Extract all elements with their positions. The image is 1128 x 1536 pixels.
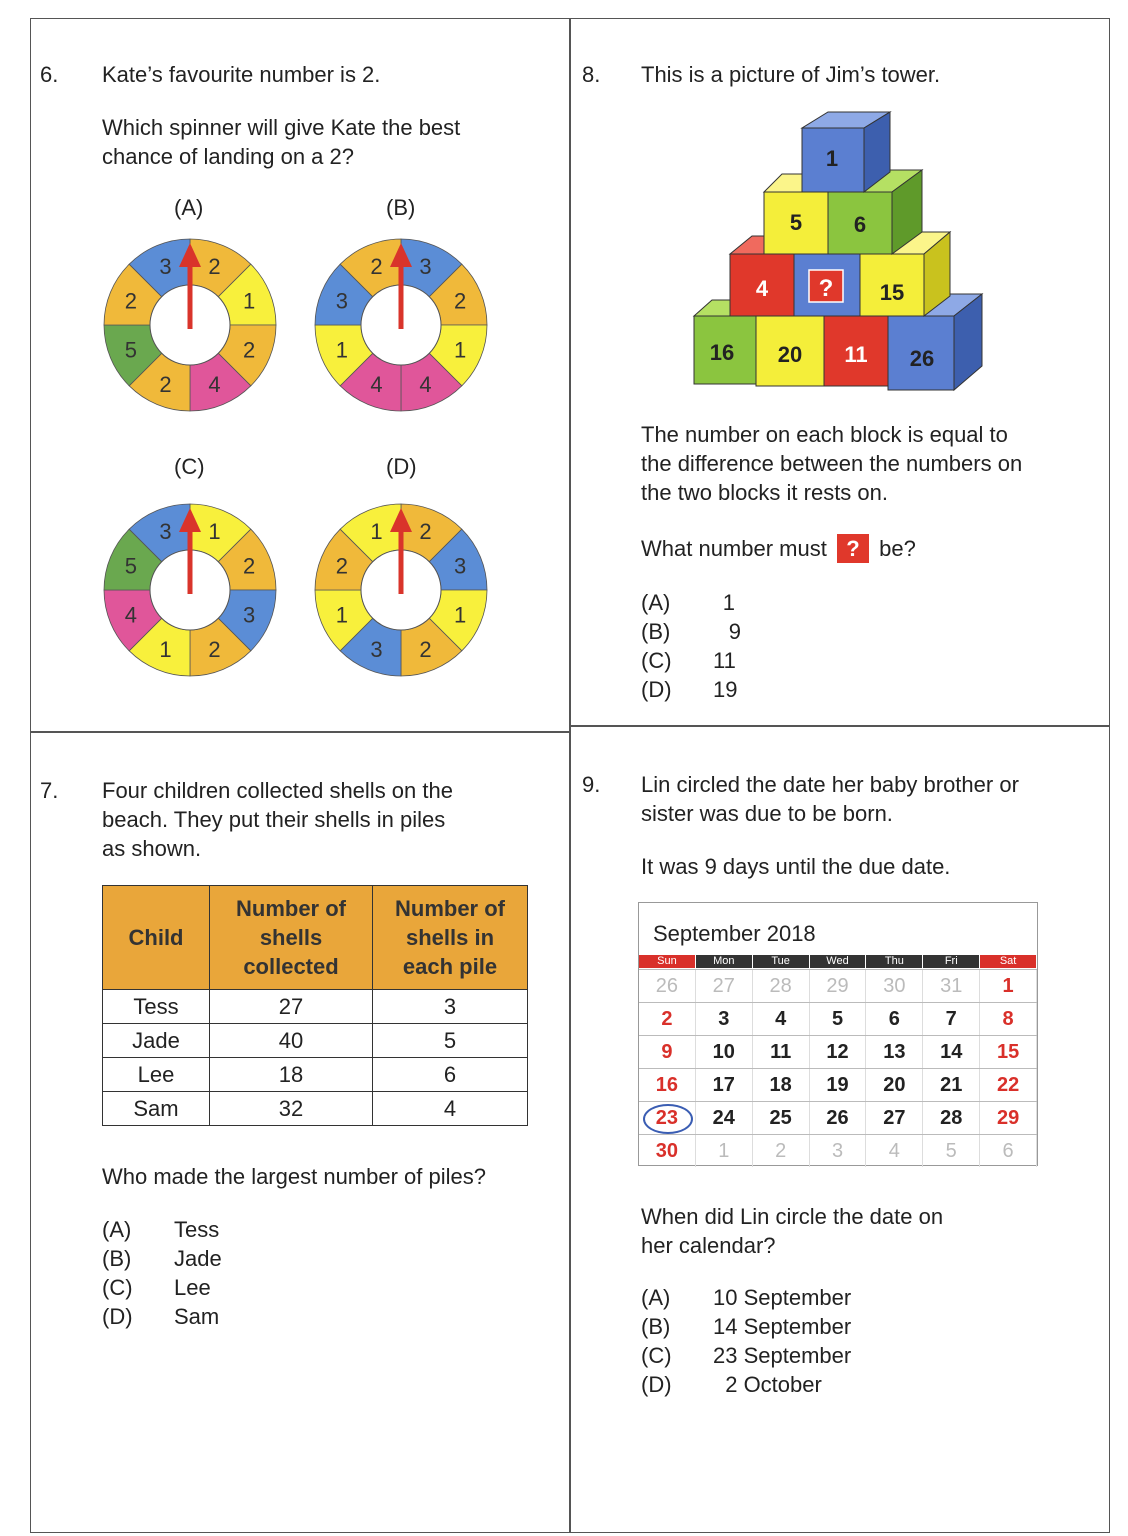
calendar-day[interactable]: 21 [923, 1069, 980, 1101]
calendar-day[interactable]: 26 [639, 970, 696, 1002]
calendar-day[interactable]: 22 [980, 1069, 1037, 1101]
svg-text:20: 20 [777, 342, 803, 367]
calendar-day[interactable]: 1 [980, 970, 1037, 1002]
calendar-day[interactable]: 18 [753, 1069, 810, 1101]
calendar-week [639, 1002, 1037, 1035]
svg-text:26: 26 [909, 346, 935, 371]
tower-figure [692, 108, 1002, 398]
calendar-day[interactable]: 17 [696, 1069, 753, 1101]
weekday-wed: Wed [810, 955, 867, 968]
circled-date-ring [643, 1104, 693, 1134]
calendar-day[interactable]: 3 [696, 1003, 753, 1035]
spinner-number: 1 [335, 337, 348, 363]
shells-table [102, 885, 528, 1126]
ask-prefix: What number must [641, 536, 827, 561]
header-child: Child [103, 886, 210, 990]
table-header-row [103, 886, 528, 990]
option-value: Sam [174, 1304, 220, 1329]
option-value: 14 September [713, 1314, 852, 1339]
spinner-number: 2 [370, 253, 383, 279]
calendar-week [639, 1101, 1037, 1134]
spinner-number: 3 [370, 637, 383, 663]
spinner-d [315, 504, 487, 676]
question-number: 7. [40, 778, 59, 803]
svg-text:11: 11 [844, 342, 868, 367]
calendar-day[interactable]: 4 [753, 1003, 810, 1035]
question-text: It was 9 days until the due date. [641, 854, 951, 879]
spinner-number: 5 [124, 337, 137, 363]
question-text: Kate’s favourite number is 2. [102, 62, 381, 87]
calendar-day[interactable]: 23 [639, 1102, 696, 1134]
calendar-week [639, 1035, 1037, 1068]
calendar-day[interactable]: 5 [923, 1135, 980, 1167]
spinner-arrow-shaft [399, 265, 404, 329]
table-row [103, 990, 528, 1024]
spinner-number: 3 [419, 253, 432, 279]
cell-child: Sam [103, 1092, 210, 1126]
calendar-day[interactable]: 16 [639, 1069, 696, 1101]
cell-child: Jade [103, 1024, 210, 1058]
question-text: as shown. [102, 836, 202, 861]
spinner-number: 2 [335, 553, 348, 579]
option-value: 10 September [713, 1285, 852, 1310]
svg-text:?: ? [818, 275, 834, 302]
spinner-number: 2 [243, 553, 256, 579]
question-text: This is a picture of Jim’s tower. [641, 62, 941, 87]
option-a[interactable]: (A) 1 [641, 590, 735, 615]
option-value: Lee [174, 1275, 211, 1300]
spinner-number: 4 [419, 372, 432, 398]
spinner-label: (B) [386, 195, 416, 220]
table-row [103, 1024, 528, 1058]
option-a[interactable]: (A) Tess [102, 1217, 220, 1242]
calendar-day[interactable]: 26 [810, 1102, 867, 1134]
option-a[interactable]: (A) 10 September [641, 1285, 852, 1310]
question-text: sister was due to be born. [641, 801, 893, 826]
option-value: 2 October [713, 1372, 822, 1397]
cell-child: Tess [103, 990, 210, 1024]
calendar-day[interactable]: 6 [866, 1003, 923, 1035]
spinner-a [104, 239, 276, 411]
calendar-day[interactable]: 24 [696, 1102, 753, 1134]
option-d[interactable]: (D) Sam [102, 1304, 220, 1329]
calendar-grid [639, 969, 1037, 1167]
question-number: 8. [582, 62, 601, 87]
option-d[interactable]: (D) 19 [641, 677, 738, 702]
option-d[interactable]: (D) 2 October [641, 1372, 822, 1397]
calendar-day[interactable]: 10 [696, 1036, 753, 1068]
option-value: Jade [174, 1246, 222, 1271]
cell-per-pile: 6 [373, 1058, 528, 1092]
option-value: 23 September [713, 1343, 852, 1368]
cell-collected: 27 [210, 990, 373, 1024]
calendar-day[interactable]: 6 [980, 1135, 1037, 1167]
spinners-figure [0, 0, 569, 731]
option-b[interactable]: (B) 14 September [641, 1314, 852, 1339]
calendar-day[interactable]: 9 [639, 1036, 696, 1068]
spinner-number: 2 [124, 288, 137, 314]
calendar-week [639, 1068, 1037, 1101]
spinner-number: 2 [454, 288, 467, 314]
weekday-mon: Mon [696, 955, 753, 968]
cell-per-pile: 3 [373, 990, 528, 1024]
question-number: 6. [40, 62, 59, 87]
option-value: 9 [728, 619, 741, 644]
calendar-day[interactable]: 27 [866, 1102, 923, 1134]
spinner-number: 2 [208, 253, 221, 279]
question-text: Lin circled the date her baby brother or [641, 772, 1019, 797]
spinner-number: 3 [454, 553, 467, 579]
spinner-label: (D) [386, 454, 417, 479]
weekday-thu: Thu [866, 955, 923, 968]
svg-text:4: 4 [755, 276, 769, 301]
spinner-number: 3 [335, 288, 348, 314]
spinner-number: 1 [335, 602, 348, 628]
calendar-day[interactable]: 1 [696, 1135, 753, 1167]
spinner-number: 3 [159, 253, 172, 279]
spinner-b [315, 239, 487, 411]
table-row [103, 1058, 528, 1092]
cell-collected: 40 [210, 1024, 373, 1058]
calendar-day[interactable]: 2 [753, 1135, 810, 1167]
calendar-day[interactable]: 20 [866, 1069, 923, 1101]
calendar-day[interactable]: 30 [866, 970, 923, 1002]
option-value: 1 [722, 590, 735, 615]
svg-text:6: 6 [853, 212, 867, 237]
question-text: the two blocks it rests on. [641, 480, 888, 505]
calendar-day[interactable]: 2 [639, 1003, 696, 1035]
cell-collected: 32 [210, 1092, 373, 1126]
spinner-number: 1 [159, 637, 172, 663]
option-c[interactable]: (C) 23 September [641, 1343, 852, 1368]
block-1 [802, 112, 890, 192]
spinner-number: 4 [208, 372, 221, 398]
ask-suffix: be? [879, 536, 916, 561]
question-text: chance of landing on a 2? [102, 144, 354, 169]
table-row [103, 1092, 528, 1126]
calendar-day[interactable]: 14 [923, 1036, 980, 1068]
cell-per-pile: 5 [373, 1024, 528, 1058]
weekday-tue: Tue [753, 955, 810, 968]
calendar-day[interactable]: 8 [980, 1003, 1037, 1035]
option-b[interactable]: (B) Jade [102, 1246, 222, 1271]
calendar-day[interactable]: 30 [639, 1135, 696, 1167]
calendar [638, 902, 1038, 1166]
question-text: The number on each block is equal to [641, 422, 1008, 447]
spinner-number: 4 [124, 602, 137, 628]
spinner-number: 2 [208, 637, 221, 663]
calendar-day[interactable]: 29 [980, 1102, 1037, 1134]
question-text: Which spinner will give Kate the best [102, 115, 461, 140]
calendar-day[interactable]: 4 [866, 1135, 923, 1167]
svg-text:15: 15 [879, 280, 905, 305]
svg-text:1: 1 [825, 146, 839, 171]
cell-collected: 18 [210, 1058, 373, 1092]
question-text [641, 534, 916, 563]
svg-text:5: 5 [789, 210, 803, 235]
weekday-sat: Sat [980, 955, 1037, 968]
cell-child: Lee [103, 1058, 210, 1092]
spinner-number: 2 [419, 637, 432, 663]
header-collected: Number of shells collected [210, 886, 373, 990]
spinner-number: 3 [159, 518, 172, 544]
option-c[interactable]: (C) Lee [102, 1275, 211, 1300]
weekday-sun: Sun [639, 955, 696, 968]
block-11 [824, 316, 888, 386]
calendar-week [639, 1134, 1037, 1167]
question-text: Four children collected shells on the [102, 778, 453, 803]
calendar-day[interactable]: 29 [810, 970, 867, 1002]
option-b[interactable]: (B) 9 [641, 619, 741, 644]
calendar-weekday-header [639, 955, 1037, 968]
calendar-day[interactable]: 19 [810, 1069, 867, 1101]
spinner-arrow-shaft [188, 530, 193, 594]
calendar-day[interactable]: 3 [810, 1135, 867, 1167]
calendar-day[interactable]: 7 [923, 1003, 980, 1035]
spinner-arrow-shaft [188, 265, 193, 329]
question-mark-block: ? [837, 534, 869, 563]
calendar-title: September 2018 [653, 921, 816, 946]
spinner-number: 2 [159, 372, 172, 398]
question-text: the difference between the numbers on [641, 451, 1023, 476]
spinner-number: 2 [419, 518, 432, 544]
option-value: 11 [713, 648, 736, 673]
calendar-day[interactable]: 28 [753, 970, 810, 1002]
calendar-day[interactable]: 11 [753, 1036, 810, 1068]
option-c[interactable]: (C) 11 [641, 648, 736, 673]
weekday-fri: Fri [923, 955, 980, 968]
spinner-number: 1 [243, 288, 256, 314]
question-text: When did Lin circle the date on [641, 1204, 944, 1229]
spinner-label: (C) [174, 454, 205, 479]
question-text: her calendar? [641, 1233, 776, 1258]
calendar-week [639, 969, 1037, 1002]
calendar-day[interactable]: 13 [866, 1036, 923, 1068]
option-value: 19 [713, 677, 738, 702]
spinner-number: 1 [208, 518, 221, 544]
spinner-number: 1 [454, 602, 467, 628]
svg-text:16: 16 [709, 340, 735, 365]
spinner-label: (A) [174, 195, 204, 220]
spinner-number: 1 [370, 518, 383, 544]
calendar-day[interactable]: 25 [753, 1102, 810, 1134]
spinner-number: 3 [243, 602, 256, 628]
calendar-day[interactable]: 12 [810, 1036, 867, 1068]
header-per-pile: Number of shells in each pile [373, 886, 528, 990]
calendar-day[interactable]: 5 [810, 1003, 867, 1035]
cell-per-pile: 4 [373, 1092, 528, 1126]
calendar-day[interactable]: 15 [980, 1036, 1037, 1068]
question-text: Who made the largest number of piles? [102, 1164, 486, 1189]
spinner-number: 1 [454, 337, 467, 363]
calendar-day[interactable]: 27 [696, 970, 753, 1002]
calendar-day[interactable]: 28 [923, 1102, 980, 1134]
spinner-number: 5 [124, 553, 137, 579]
spinner-number: 2 [243, 337, 256, 363]
question-text: beach. They put their shells in piles [102, 807, 446, 832]
spinner-c [104, 504, 276, 676]
spinner-number: 4 [370, 372, 383, 398]
calendar-day[interactable]: 31 [923, 970, 980, 1002]
spinner-arrow-shaft [399, 530, 404, 594]
question-number: 9. [582, 772, 601, 797]
option-value: Tess [174, 1217, 220, 1242]
